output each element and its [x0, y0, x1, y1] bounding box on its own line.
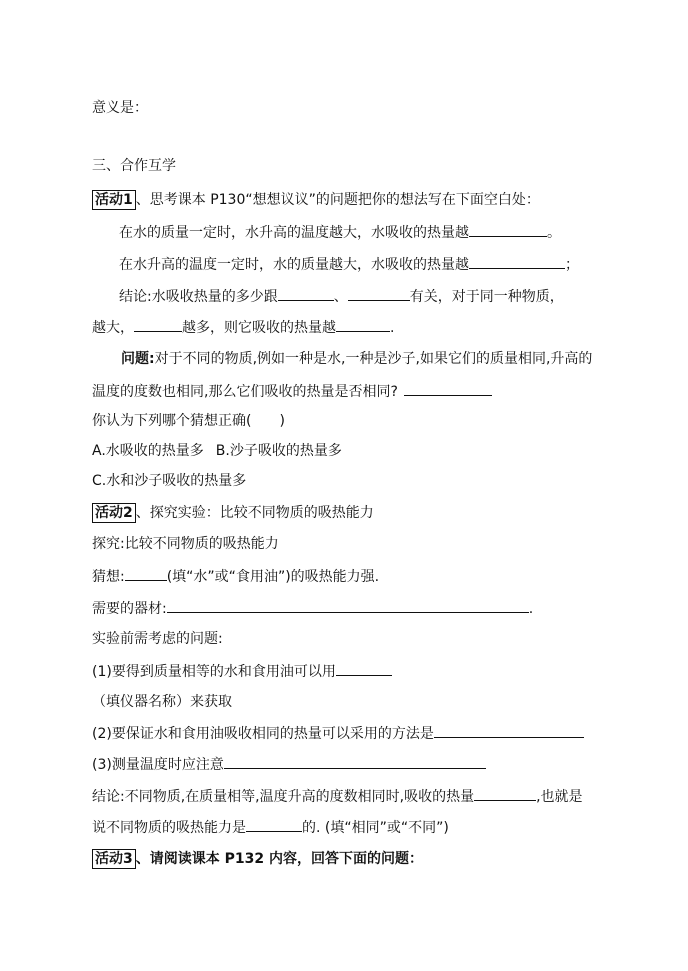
section-title: 三、合作互学	[92, 158, 176, 174]
explore-title: 探究:比较不同物质的吸热能力	[92, 536, 279, 552]
blank-field[interactable]	[246, 817, 302, 832]
option-a[interactable]: A.水吸收的热量多	[92, 443, 204, 459]
blank-field[interactable]	[469, 254, 565, 269]
activity1-line1	[119, 222, 561, 243]
activity2-conclusion	[92, 786, 583, 807]
guess-line	[92, 566, 379, 587]
blank-field[interactable]	[125, 566, 167, 581]
option-c[interactable]: C.水和沙子吸收的热量多	[92, 473, 247, 489]
punct: .	[390, 320, 395, 336]
blank-field[interactable]	[469, 222, 547, 237]
activity1-tag: 活动1	[92, 190, 136, 210]
question-text: 温度的度数也相同,那么它们吸收的热量是否相同?	[92, 384, 398, 400]
activity1-conclusion-2	[92, 317, 394, 338]
activity3-tag: 活动3	[92, 849, 136, 869]
punct: 、	[333, 289, 348, 305]
conclusion-text: ,也就是	[536, 789, 583, 805]
equipment-line	[92, 598, 533, 619]
q3-line	[92, 754, 486, 775]
blank-field[interactable]	[278, 286, 334, 301]
activity1-conclusion	[119, 286, 564, 307]
options-ab	[92, 441, 342, 461]
meaning-label: 意义是：	[92, 100, 148, 116]
blank-field[interactable]	[404, 381, 492, 396]
blank-field[interactable]	[336, 661, 392, 676]
activity3-heading	[92, 849, 423, 869]
activity3-intro: 、请阅读课本 P132 内容，回答下面的问题：	[135, 851, 423, 867]
q2-text: (2)要保证水和食用油吸收相同的热量可以采用的方法是	[92, 726, 434, 742]
blank-field[interactable]	[474, 786, 536, 801]
blank-field[interactable]	[336, 317, 390, 332]
q2-line	[92, 723, 584, 744]
option-b[interactable]: B.沙子吸收的热量多	[215, 443, 342, 459]
conclusion-text: 结论:水吸收热量的多少跟	[119, 289, 278, 305]
conclusion-text: 越多，则它吸收的热量越	[182, 320, 336, 336]
activity1-line2-text: 在水升高的温度一定时，水的质量越大，水吸收的热量越	[119, 257, 469, 273]
conclusion-text: 越大，	[92, 320, 134, 336]
activity1-question-2	[92, 381, 492, 402]
activity2-tag: 活动2	[92, 503, 136, 523]
equipment-label: 需要的器材:	[92, 601, 167, 617]
conclusion-text: 有关，对于同一种物质，	[409, 289, 564, 305]
blank-field[interactable]	[134, 317, 182, 332]
blank-field[interactable]	[167, 598, 529, 613]
guess-prompt: 你认为下列哪个猜想正确( )	[92, 413, 285, 429]
activity1-question	[121, 349, 592, 369]
punct: ；	[565, 257, 579, 273]
question-text: 对于不同的物质,例如一种是水,一种是沙子,如果它们的质量相同,升高的	[154, 351, 593, 367]
activity1-heading	[92, 190, 540, 210]
conclusion-text: 的. (填“相同”或“不同”)	[302, 820, 449, 836]
conclusion-text: 结论:不同物质,在质量相等,温度升高的度数相同时,吸收的热量	[92, 789, 475, 805]
pre-questions: 实验前需考虑的问题:	[92, 631, 223, 647]
guess-text: 猜想:	[92, 569, 125, 585]
conclusion-text: 说不同物质的吸热能力是	[92, 820, 246, 836]
activity1-line1-text: 在水的质量一定时，水升高的温度越大，水吸收的热量越	[119, 225, 469, 241]
q1-line	[92, 661, 392, 682]
activity1-intro: 、思考课本 P130“想想议议”的问题把你的想法写在下面空白处：	[135, 192, 540, 208]
blank-field[interactable]	[348, 286, 410, 301]
blank-field[interactable]	[224, 754, 486, 769]
activity1-line2	[119, 254, 579, 275]
q3-text: (3)测量温度时应注意	[92, 757, 224, 773]
question-label: 问题:	[121, 351, 155, 367]
q1-text: (1)要得到质量相等的水和食用油可以用	[92, 664, 336, 680]
punct: 。	[547, 225, 561, 241]
punct: .	[528, 601, 534, 617]
activity2-heading	[92, 503, 374, 523]
activity2-intro: 、探究实验：比较不同物质的吸热能力	[135, 505, 374, 521]
q1-note: （填仪器名称）来获取	[92, 694, 232, 710]
activity2-conclusion-2	[92, 817, 449, 838]
blank-field[interactable]	[434, 723, 584, 738]
guess-text: (填“水”或“食用油”)的吸热能力强.	[166, 569, 380, 585]
